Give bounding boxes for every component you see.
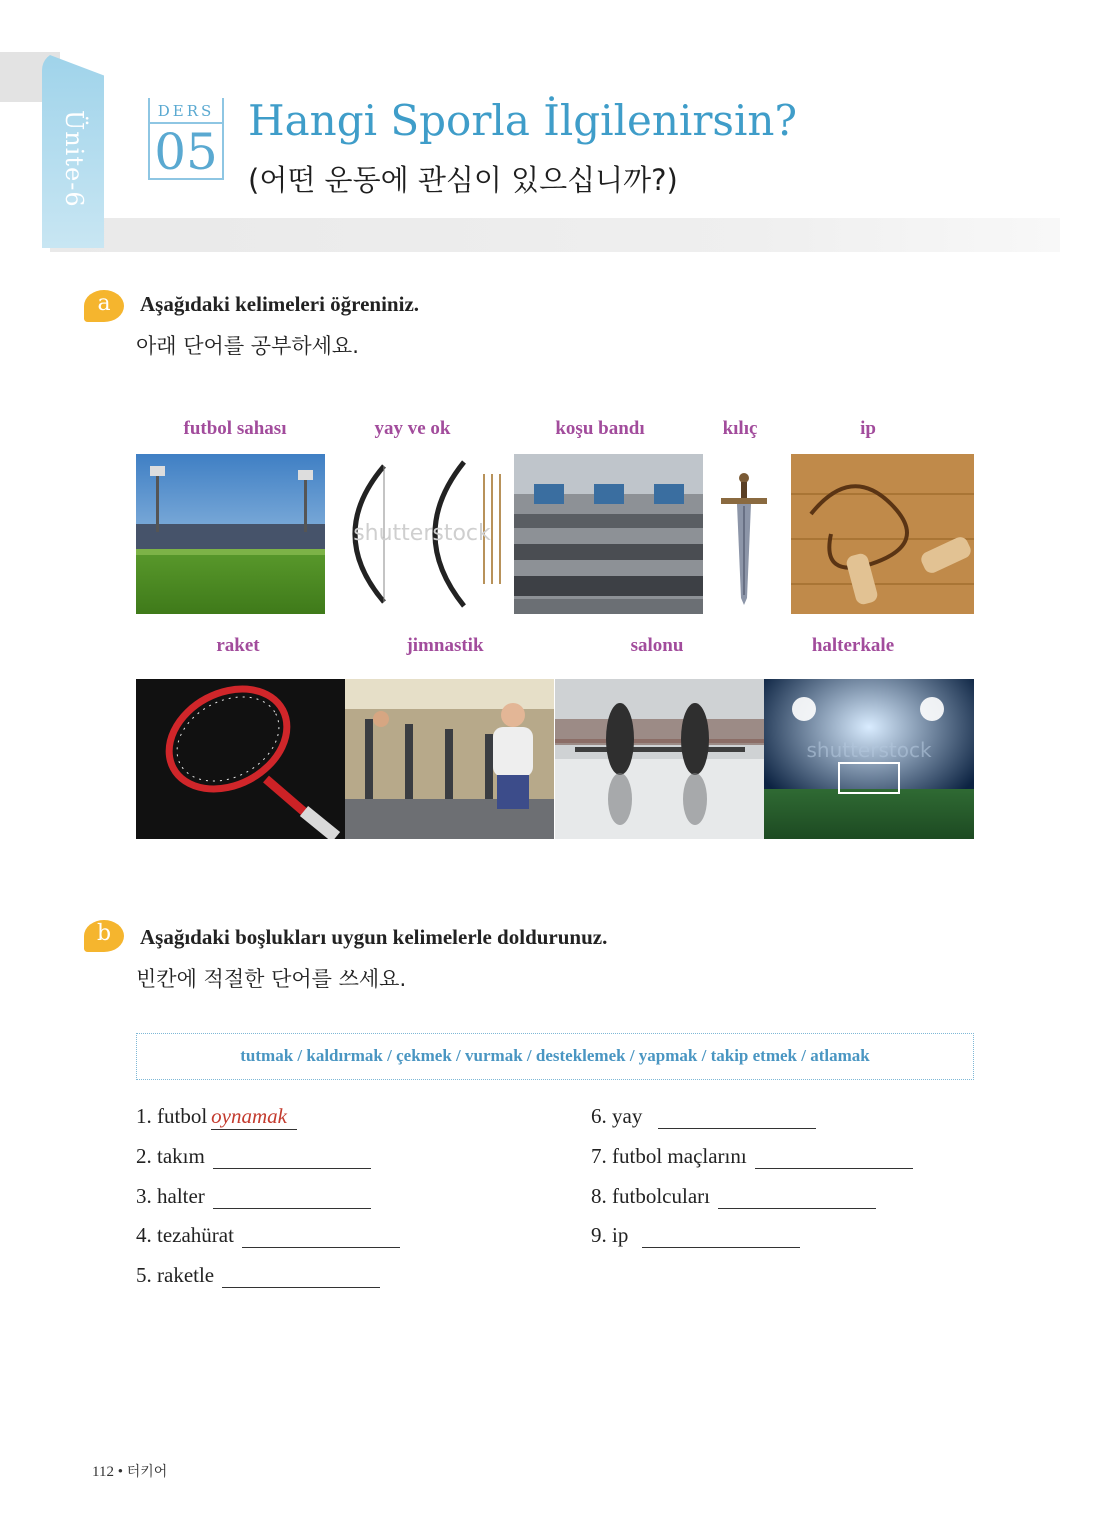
- section-a-marker: a: [84, 290, 124, 322]
- exercise-prompt: 3. halter: [136, 1184, 205, 1208]
- photo-tennis-racket: [136, 679, 345, 839]
- header-band: [50, 218, 1060, 252]
- answer-blank[interactable]: [718, 1187, 876, 1209]
- answer-blank[interactable]: [222, 1266, 380, 1288]
- exercise-prompt: 8. futbolcuları: [591, 1184, 710, 1208]
- page-number: 112: [92, 1464, 114, 1480]
- section-a-subtitle: 아래 단어를 공부하세요.: [136, 334, 359, 358]
- vocab-label-halterkale: halterkale: [811, 635, 895, 656]
- section-b-marker: b: [84, 920, 124, 952]
- vocab-label-futbol-sahasi: futbol sahası: [183, 418, 287, 439]
- unit-label: Ünite-6: [60, 110, 88, 208]
- exercise-item-2: [136, 1144, 371, 1174]
- exercise-prompt: 6. yay: [591, 1104, 643, 1128]
- photo-gym-machines: [345, 679, 554, 839]
- book-name: 터키어: [126, 1464, 168, 1480]
- answer-blank[interactable]: [213, 1187, 371, 1209]
- exercise-prompt: 2. takım: [136, 1144, 205, 1168]
- exercise-prompt: 9. ip: [591, 1223, 629, 1247]
- exercise-item-3: [136, 1184, 371, 1214]
- vocab-label-kosu-bandi: koşu bandı: [555, 418, 645, 439]
- vocab-label-yay-ve-ok: yay ve ok: [374, 418, 451, 439]
- vocab-label-jimnastik: jimnastik: [406, 635, 484, 656]
- vocab-label-kilic: kılıç: [722, 418, 758, 439]
- answer-blank[interactable]: [755, 1147, 913, 1169]
- page-footer: [92, 1461, 167, 1481]
- photo-stadium-goal: [764, 679, 974, 839]
- photo-jump-rope: [791, 454, 974, 614]
- lesson-number: 05: [154, 123, 218, 181]
- lesson-subtitle: (어떤 운동에 관심이 있으십니까?): [248, 163, 678, 197]
- word-bank: tutmak / kaldırmak / çekmek / vurmak / desteklemek / yapmak / takip etmek / atlamak: [136, 1033, 974, 1080]
- exercise-item-5: [136, 1263, 380, 1293]
- exercise-item-9: [591, 1223, 800, 1253]
- answer-blank[interactable]: [658, 1107, 816, 1129]
- exercise-prompt: 4. tezahürat: [136, 1223, 234, 1247]
- answer-blank[interactable]: [213, 1147, 371, 1169]
- photo-football-field: [136, 454, 325, 614]
- section-b-subtitle: 빈칸에 적절한 단어를 쓰세요.: [136, 967, 407, 991]
- lesson-word: DERS: [157, 102, 215, 120]
- answer-blank[interactable]: [642, 1226, 800, 1248]
- exercise-prompt: 7. futbol maçlarını: [591, 1144, 747, 1168]
- photo-sword: [715, 470, 773, 605]
- watermark-shutterstock: shutterstock: [806, 738, 932, 762]
- vocab-label-raket: raket: [216, 635, 260, 656]
- photo-bow-and-arrow: [336, 454, 508, 614]
- answer-blank[interactable]: [242, 1226, 400, 1248]
- lesson-title: Hangi Sporla İlgilenirsin?: [248, 96, 797, 145]
- photo-treadmills: [514, 454, 703, 614]
- watermark-shutterstock: shutterstock: [353, 521, 491, 546]
- exercise-answer: oynamak: [211, 1104, 297, 1130]
- photo-barbells: [555, 679, 764, 839]
- section-a-title: Aşağıdaki kelimeleri öğreniniz.: [140, 292, 420, 316]
- vocab-label-salonu: salonu: [630, 635, 684, 656]
- exercise-item-1: [136, 1104, 297, 1134]
- exercise-item-8: [591, 1184, 876, 1214]
- exercise-item-7: [591, 1144, 913, 1174]
- exercise-item-6: [591, 1104, 816, 1134]
- exercise-item-4: [136, 1223, 400, 1253]
- section-b-title: Aşağıdaki boşlukları uygun kelimelerle doldurunuz.: [140, 925, 608, 949]
- vocab-label-ip: ip: [860, 418, 876, 439]
- exercise-prompt: 5. raketle: [136, 1263, 215, 1287]
- exercise-prompt: 1. futbol: [136, 1104, 208, 1128]
- footer-separator: •: [117, 1464, 123, 1480]
